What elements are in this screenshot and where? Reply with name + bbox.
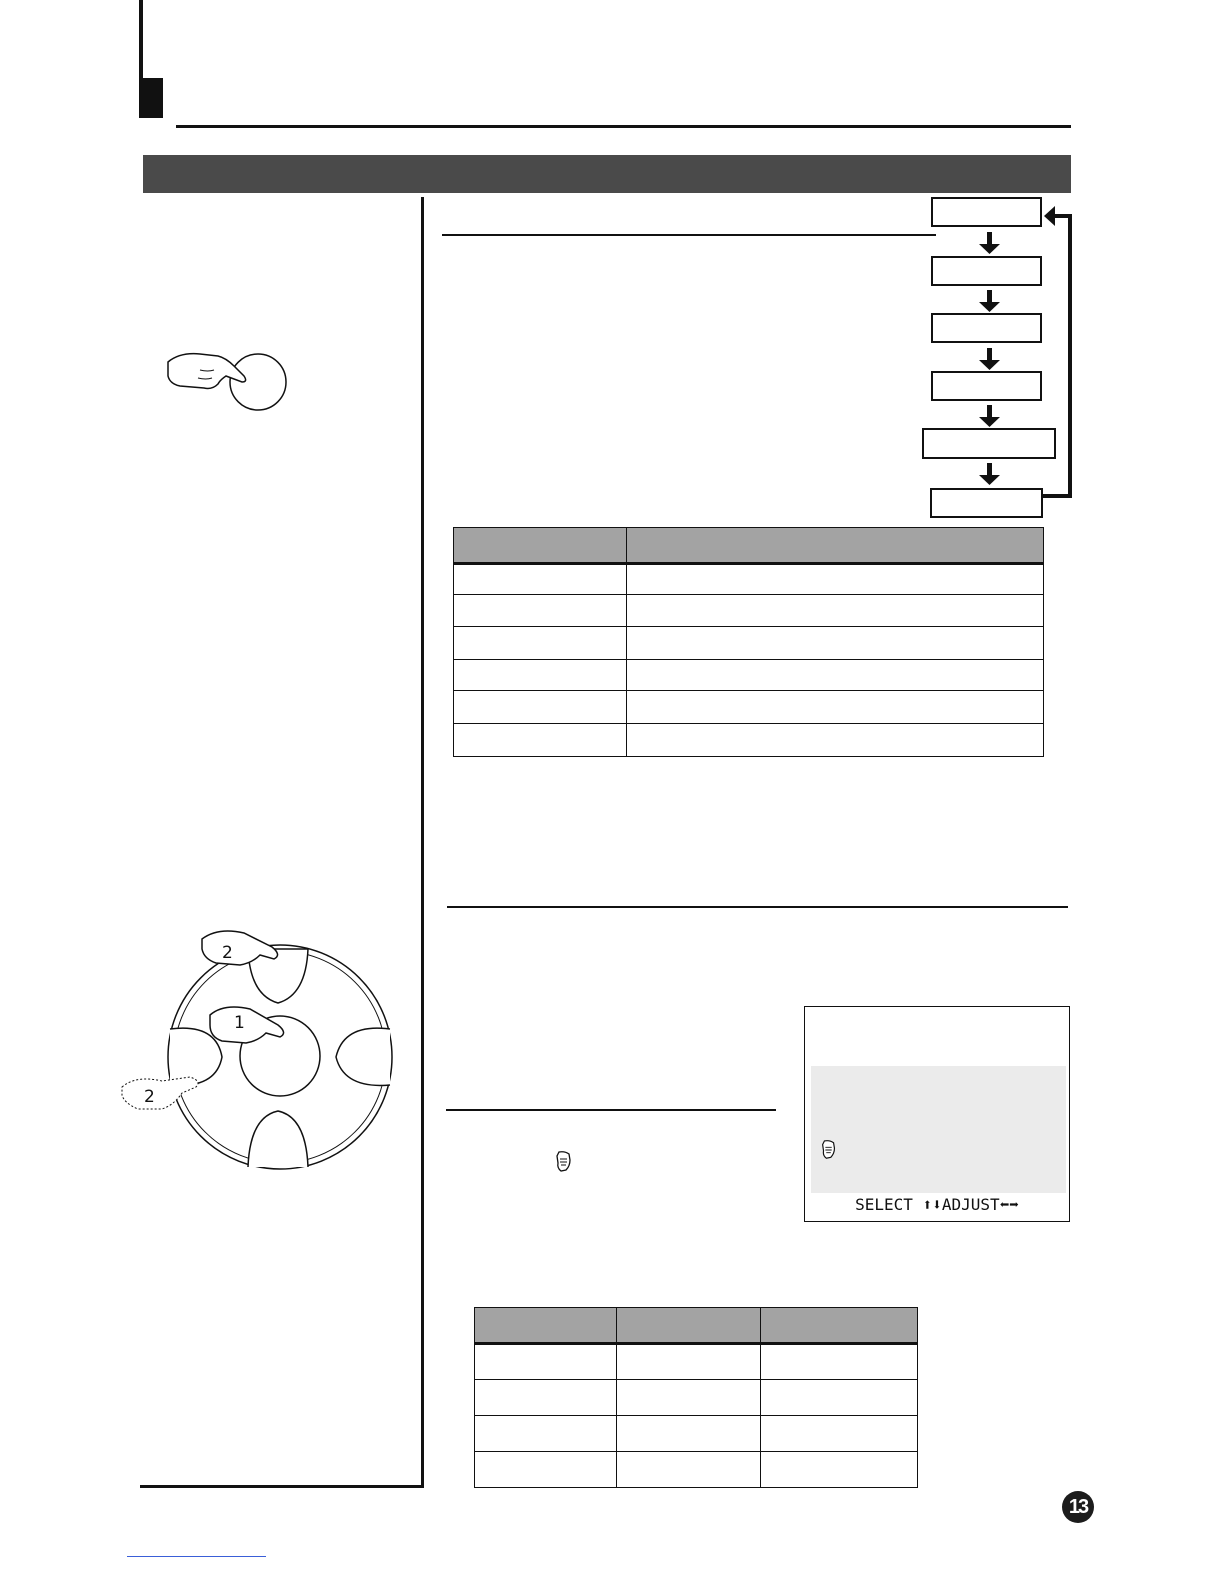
section-two-rule <box>447 906 1068 908</box>
header-rule <box>176 125 1071 128</box>
section-title-band <box>143 155 1071 193</box>
remote-label-left: 2 <box>144 1087 155 1107</box>
table-row <box>475 1344 918 1380</box>
table-row <box>454 564 1044 595</box>
remote-label-up: 2 <box>222 943 233 963</box>
table-row <box>475 1416 918 1452</box>
osd-screen <box>804 1006 1070 1222</box>
mode-table-header-col1 <box>454 528 627 564</box>
flow-heading-rule <box>442 234 936 236</box>
finger-press-button-illustration <box>160 340 300 420</box>
osd-status-bar <box>805 1195 1069 1214</box>
table-row <box>475 1452 918 1488</box>
left-column-divider <box>421 197 424 1488</box>
remote-label-center: 1 <box>234 1013 245 1033</box>
table-row <box>454 627 1044 660</box>
mode-table-header-col2 <box>627 528 1044 564</box>
footer-link-underline[interactable] <box>127 1556 266 1557</box>
mode-table <box>453 527 1044 757</box>
osd-select-label: SELECT <box>855 1195 913 1214</box>
up-down-arrows-icon: ⬆⬇ <box>922 1195 942 1214</box>
settings-table-header-col3 <box>761 1308 918 1344</box>
table-row <box>454 660 1044 691</box>
table-row <box>454 691 1044 724</box>
flow-loop-back-arrow <box>1040 196 1080 506</box>
flow-arrows <box>970 226 1010 490</box>
table-row <box>475 1380 918 1416</box>
page-number: 13 <box>1062 1491 1094 1523</box>
settings-table-header-col1 <box>475 1308 617 1344</box>
osd-adjust-label: ADJUST <box>941 1195 1000 1214</box>
table-row <box>454 724 1044 757</box>
flow-step-1 <box>931 197 1042 227</box>
osd-pointer-icon <box>819 1139 839 1161</box>
left-right-arrows-icon: ⬅➡ <box>999 1195 1019 1214</box>
header-marker-block <box>139 78 163 118</box>
osd-menu-panel <box>811 1066 1066 1193</box>
table-row <box>454 595 1044 627</box>
subsection-rule <box>446 1109 776 1111</box>
pointing-hand-icon <box>553 1150 575 1174</box>
remote-dpad-illustration <box>110 925 400 1185</box>
settings-table-header-col2 <box>617 1308 761 1344</box>
left-column-bottom-rule <box>140 1485 424 1488</box>
settings-table <box>474 1307 918 1488</box>
flow-step-6 <box>930 488 1043 518</box>
